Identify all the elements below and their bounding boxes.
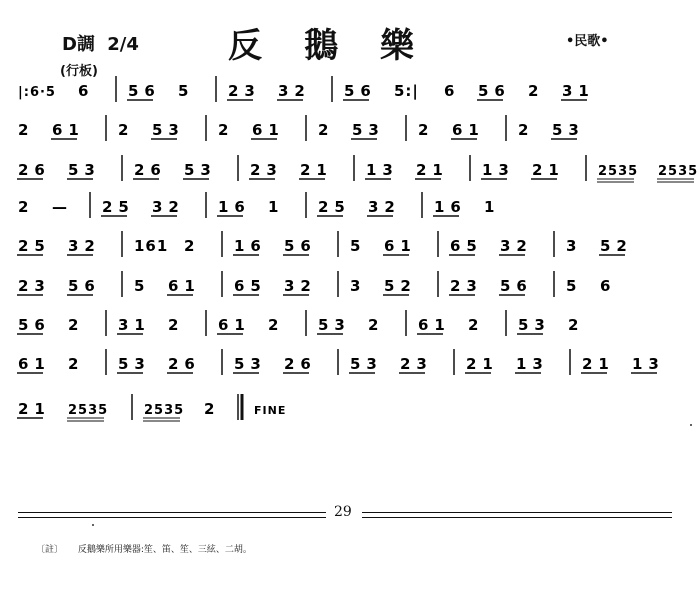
note-group: 26 — [284, 355, 317, 373]
note-group: 26 — [134, 161, 167, 179]
note-group: 2 — [468, 316, 480, 334]
note-group: 21 — [416, 161, 449, 179]
note-group: 26 — [18, 161, 51, 179]
speck — [690, 424, 692, 426]
note-group: 25 — [18, 237, 51, 255]
note-group: 5 — [350, 237, 362, 255]
note-group: 31 — [118, 316, 151, 334]
rule-left-2 — [18, 517, 326, 518]
note-group: 65 — [450, 237, 483, 255]
note-group: 2535 — [598, 164, 639, 179]
rule-right — [362, 512, 672, 513]
note-group: 32 — [278, 82, 311, 100]
note-group: |:6·5 — [18, 85, 56, 100]
rule-left — [18, 512, 326, 513]
footnote-label: 〔註〕 — [36, 545, 64, 555]
note-group: 53 — [552, 121, 585, 139]
note-group: 61 — [252, 121, 285, 139]
note-group: 56 — [128, 82, 161, 100]
note-group: 2535 — [144, 403, 185, 418]
note-group: 161 — [134, 237, 169, 255]
note-group: 21 — [18, 400, 51, 418]
note-group: 6 — [600, 277, 612, 295]
footnote-text: 反鵝樂所用樂器:笙、笛、笙、三絃、二胡。 — [77, 545, 252, 555]
note-group: 3 — [566, 237, 578, 255]
note-group: 2 — [318, 121, 330, 139]
note-group: 25 — [102, 198, 135, 216]
note-group: 2 — [204, 400, 216, 418]
note-group: 23 — [250, 161, 283, 179]
note-group: 21 — [582, 355, 615, 373]
note-group: 32 — [68, 237, 101, 255]
note-group: 65 — [234, 277, 267, 295]
note-group: 2 — [528, 82, 540, 100]
note-group: 61 — [168, 277, 201, 295]
note-group: 23 — [18, 277, 51, 295]
note-group: 23 — [450, 277, 483, 295]
note-group: 2 — [268, 316, 280, 334]
fine-mark: FINE — [254, 404, 287, 417]
note-group: 53 — [518, 316, 551, 334]
note-group: 1 — [484, 198, 496, 216]
note-group: 21 — [532, 161, 565, 179]
note-group: 31 — [562, 82, 595, 100]
note-group: 52 — [384, 277, 417, 295]
note-group: 16 — [218, 198, 251, 216]
note-group: 32 — [152, 198, 185, 216]
note-group: 53 — [352, 121, 385, 139]
note-group: 26 — [168, 355, 201, 373]
note-group: 61 — [18, 355, 51, 373]
note-group: 53 — [118, 355, 151, 373]
note-group: 23 — [400, 355, 433, 373]
note-group: 6 — [78, 82, 90, 100]
note-group: 13 — [366, 161, 399, 179]
note-group: 1 — [268, 198, 280, 216]
time-signature: 2/4 — [107, 34, 139, 55]
note-group: 53 — [318, 316, 351, 334]
note-group: 6 — [444, 82, 456, 100]
note-group: 25 — [318, 198, 351, 216]
note-group: 53 — [68, 161, 101, 179]
speck — [92, 524, 94, 526]
rule-right-2 — [362, 517, 672, 518]
note-group: — — [52, 198, 68, 216]
note-group: 3 — [350, 277, 362, 295]
note-group: 2 — [18, 198, 30, 216]
note-group: 61 — [418, 316, 451, 334]
note-group: 56 — [284, 237, 317, 255]
note-group: 2 — [68, 316, 80, 334]
note-group: 52 — [600, 237, 633, 255]
note-group: 2 — [218, 121, 230, 139]
note-group: 61 — [218, 316, 251, 334]
note-group: 13 — [482, 161, 515, 179]
footnote — [36, 542, 252, 555]
genre-label: •民歌• — [566, 34, 609, 49]
note-group: 5:| — [394, 82, 419, 100]
note-group: 61 — [384, 237, 417, 255]
page-number: 29 — [334, 504, 352, 520]
note-group: 53 — [152, 121, 185, 139]
note-group: 2535 — [68, 403, 109, 418]
note-group: 56 — [18, 316, 51, 334]
note-group: 56 — [68, 277, 101, 295]
note-group: 32 — [500, 237, 533, 255]
note-group: 2 — [68, 355, 80, 373]
note-group: 2 — [18, 121, 30, 139]
note-group: 2 — [118, 121, 130, 139]
note-group: 13 — [516, 355, 549, 373]
note-group: 2 — [368, 316, 380, 334]
note-group: 2 — [418, 121, 430, 139]
note-group: 16 — [434, 198, 467, 216]
note-group: 2 — [518, 121, 530, 139]
note-group: 56 — [344, 82, 377, 100]
note-group: 56 — [500, 277, 533, 295]
note-group: 5 — [566, 277, 578, 295]
note-group: 32 — [368, 198, 401, 216]
note-group: 2 — [184, 237, 196, 255]
note-group: 21 — [300, 161, 333, 179]
note-group: 61 — [452, 121, 485, 139]
note-group: 23 — [228, 82, 261, 100]
note-group: 53 — [234, 355, 267, 373]
note-group: 2 — [568, 316, 580, 334]
note-group: 5 — [178, 82, 190, 100]
note-group: 2535 — [658, 164, 699, 179]
note-group: 56 — [478, 82, 511, 100]
note-group: 21 — [466, 355, 499, 373]
note-group: 53 — [350, 355, 383, 373]
note-group: 2 — [168, 316, 180, 334]
page-title: 反鵝樂 — [228, 26, 456, 66]
note-group: 16 — [234, 237, 267, 255]
note-group: 53 — [184, 161, 217, 179]
tempo-marking: (行板) — [60, 64, 98, 79]
note-group: 13 — [632, 355, 665, 373]
note-group: 5 — [134, 277, 146, 295]
note-group: 61 — [52, 121, 85, 139]
note-group: 32 — [284, 277, 317, 295]
key-text: D調 — [62, 34, 95, 55]
